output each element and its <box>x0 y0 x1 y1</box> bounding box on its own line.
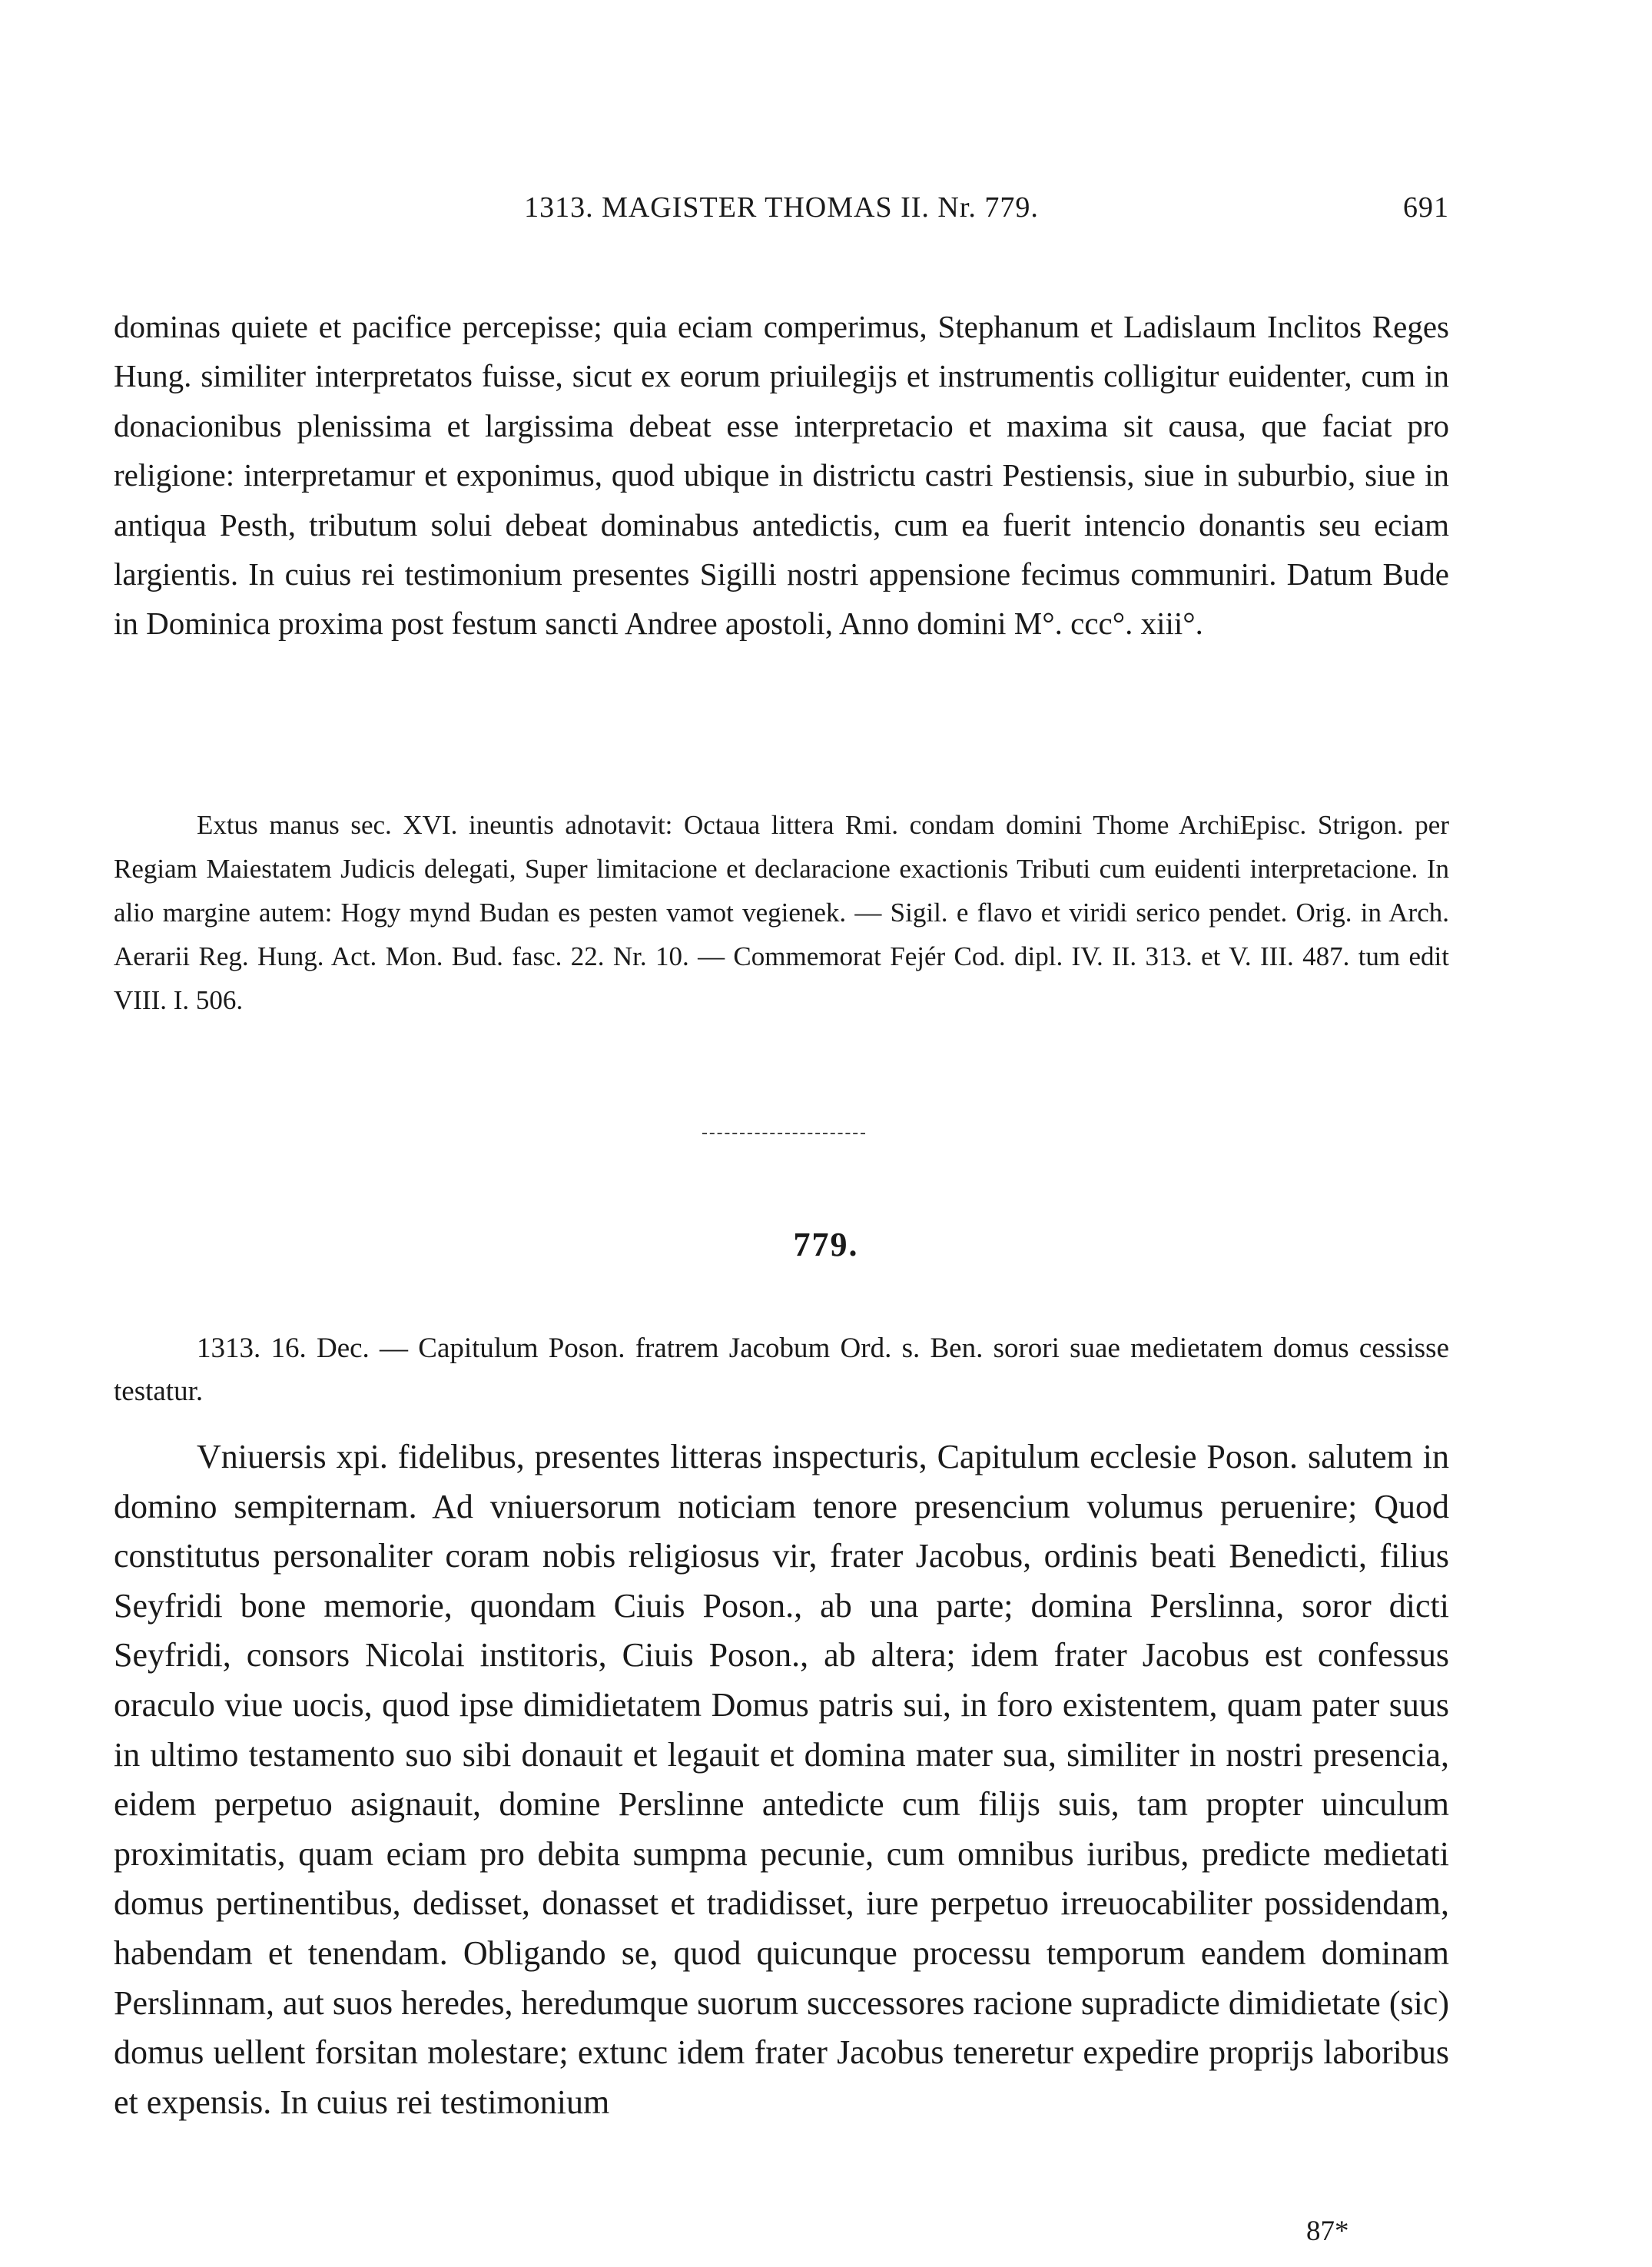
header-title: 1313. MAGISTER THOMAS II. Nr. 779. <box>524 191 1039 224</box>
section-separator <box>702 1133 865 1134</box>
continuation-paragraph: dominas quiete et pacifice percepisse; quia eciam comperimus, Stephanum et Ladislaum Inclitos Reges Hung. similiter interpretatos fuisse, sicut ex eorum priuilegijs et instrumentis colligitur euidenter, cum in donacionibus plenissima et largissima debeat esse interpretacio et maxima sit causa, que faciat pro religione: interpretamur et exponimus, quod ubique in districtu castri Pestiensis, siue in suburbio, siue in antiqua Pesth, tributum solui debeat dominabus antedictis, cum ea fuerit intencio donantis seu eciam largientis. In cuius rei testimonium presentes Sigilli nostri appensione fecimus communiri. Datum Bude in Dominica proxima post festum sancti Andree apostoli, Anno domini M°. ccc°. xiii°. <box>114 309 1449 642</box>
running-header <box>114 191 1449 237</box>
document-body: Vniuersis xpi. fidelibus, presentes litteras inspecturis, Capitulum ecclesie Poson. salutem in domino sempiternam. Ad vniuersorum noticiam tenore presencium volumus peruenire; Quod constitutus personaliter coram nobis religiosus vir, frater Jacobus, ordinis beati Benedicti, filius Seyfridi bone memorie, quondam Ciuis Poson., ab una parte; domina Perslinna, soror dicti Seyfridi, consors Nicolai institoris, Ciuis Poson., ab altera; idem frater Jacobus est confessus oraculo viue uocis, quod ipse dimidietatem Domus patris sui, in foro existentem, quam pater suus in ultimo testamento suo sibi donauit et legauit et domina mater sua, similiter in nostri presencia, eidem perpetuo asignauit, domine Perslinne antedicte cum filijs suis, tam propter uinculum proximitatis, quam eciam pro debita sumpma pecunie, cum omnibus iuribus, predicte medietati domus pertinentibus, dedisset, donasset et tradidisset, iure perpetuo irreuocabiliter possidendam, habendam et tenendam. Obligando se, quod quicunque processu temporum eandem dominam Perslinnam, aut suos heredes, heredumque suorum successores racione supradicte dimidietate (sic) domus uellent forsitan molestare; extunc idem frater Jacobus teneretur expedire proprijs laboribus et expensis. In cuius rei testimonium <box>114 1438 1449 2121</box>
page-number: 691 <box>1403 191 1449 224</box>
document-number: 779. <box>793 1226 859 1263</box>
editorial-note: Extus manus sec. XVI. ineuntis adnotavit: Octaua littera Rmi. condam domini Thome ArchiEpisc. Strigon. per Regiam Maiestatem Judicis delegati, Super limitacione et declaracione exactionis Tributi cum euidenti interpretacione. In alio margine autem: Hogy mynd Budan es pesten vamot vegienek. — Sigil. e flavo et viridi serico pendet. Orig. in Arch. Aerarii Reg. Hung. Act. Mon. Bud. fasc. 22. Nr. 10. — Commemorat Fejér Cod. dipl. IV. II. 313. et V. III. 487. tum edit VIII. I. 506. <box>114 810 1449 1015</box>
document-regest: 1313. 16. Dec. — Capitulum Poson. fratrem Jacobum Ord. s. Ben. sorori suae medietatem domus cessisse testatur. <box>114 1333 1449 1407</box>
signature-mark: 87* <box>1306 2216 1349 2247</box>
